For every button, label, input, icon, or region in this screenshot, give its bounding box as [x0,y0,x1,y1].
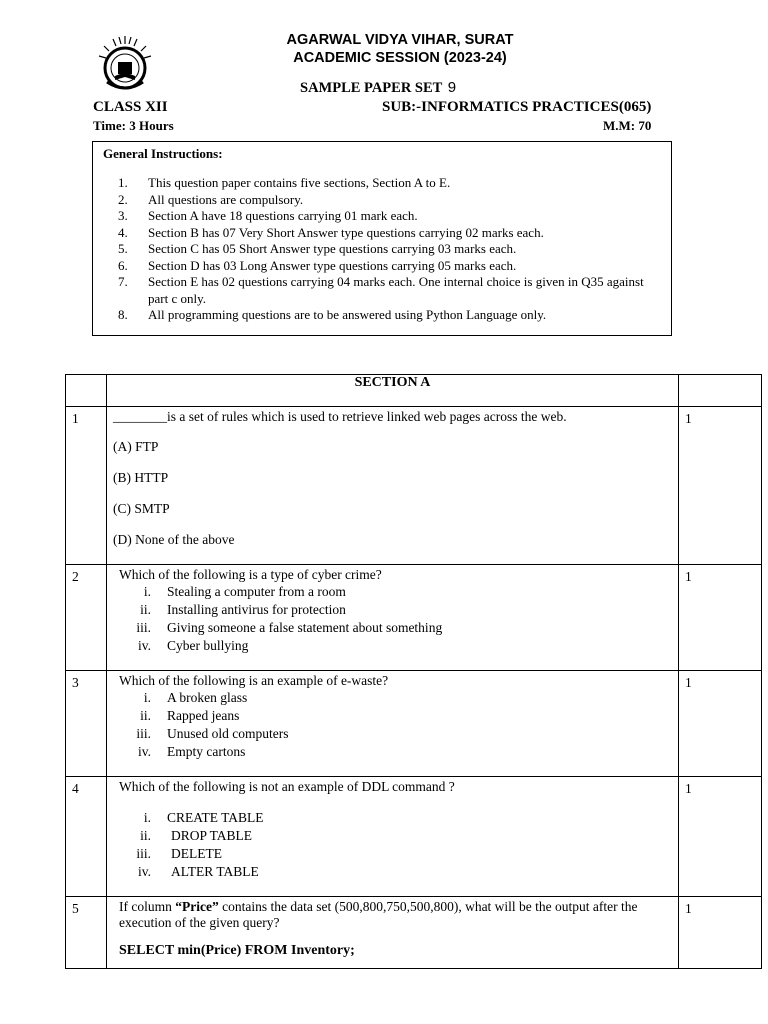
section-title: SECTION A [107,375,679,407]
option-numeral: iv. [138,638,151,653]
instruction-text: Section E has 02 questions carrying 04 marks each. One internal choice is given in Q35 against part c only. [148,274,644,306]
option-text: CREATE TABLE [167,810,264,825]
instruction-number: 1. [118,175,128,190]
question-marks: 1 [679,671,762,777]
option-numeral: iv. [138,864,151,879]
option-text: Cyber bullying [167,638,249,653]
option-text: Installing antivirus for protection [167,602,346,617]
option: (C) SMTP [113,501,170,516]
question-number: 3 [66,671,107,777]
instruction-text: Section C has 05 Short Answer type questions carrying 03 marks each. [148,241,517,256]
option [107,725,678,743]
option-numeral: iii. [136,726,151,741]
question-text: Which of the following is a type of cyber crime? [119,567,382,582]
option [107,637,678,655]
instruction-text: Section D has 03 Long Answer type questions carrying 05 marks each. [148,257,517,273]
instructions-title: General Instructions: [103,146,223,161]
question-row [66,407,762,565]
question-marks: 1 [679,777,762,897]
instruction-text: All questions are compulsory. [148,191,304,207]
option-numeral: iii. [136,846,151,861]
academic-session: ACADEMIC SESSION (2023-24) [293,50,507,66]
option-text: A broken glass [167,690,248,705]
question-number: 4 [66,777,107,897]
instruction-text: Section A have 18 questions carrying 01 mark each. [148,208,418,223]
instruction-text: All programming questions are to be answered using Python Language only. [148,307,547,322]
instruction-number: 6. [118,257,128,273]
question-cell [107,565,679,671]
section-header-row [66,375,762,407]
instruction-number: 3. [118,208,128,223]
question-marks: 1 [679,565,762,671]
option-numeral: ii. [140,708,151,723]
option [107,707,678,725]
option [107,619,678,637]
option-numeral: iii. [136,620,151,635]
time-label: Time: 3 Hours [93,118,174,133]
option [107,743,678,761]
instruction-item [118,192,658,209]
question-cell [107,897,679,969]
instruction-number: 7. [118,274,128,289]
question-table [65,374,762,969]
class-label: CLASS XII [93,99,168,115]
option-text: Stealing a computer from a room [167,584,346,599]
paper-title [300,79,456,97]
question-text [107,897,678,931]
question-number: 5 [66,897,107,969]
set-number: 9 [447,79,457,96]
instructions-list [118,175,658,324]
option [107,863,678,881]
option-list [107,809,678,881]
question-text-suffix: contains the data set (500,800,750,500,800), what will be the output after the execution of the given query? [119,899,638,930]
option-numeral: ii. [140,602,151,617]
option-numeral: iv. [138,744,151,759]
instruction-item [118,208,658,225]
column-name: “Price” [175,899,219,914]
school-name: AGARWAL VIDYA VIHAR, SURAT [286,32,514,48]
instruction-text: Section B has 07 Very Short Answer type questions carrying 02 marks each. [148,224,544,240]
instruction-text: This question paper contains five sections, Section A to E. [148,175,451,190]
option-text: Giving someone a false statement about something [167,620,443,635]
option [107,809,678,827]
blank-cell [66,375,107,407]
max-marks-label: M.M: 70 [603,118,652,133]
option: (D) None of the above [113,532,235,547]
question-marks: 1 [679,897,762,969]
blank-cell [679,375,762,407]
question-text: ________is a set of rules which is used to retrieve linked web pages across the web. [113,409,567,424]
option-numeral: i. [143,584,151,599]
option [107,601,678,619]
question-row [66,777,762,897]
option [107,845,678,863]
instruction-number: 2. [118,191,128,207]
instruction-number: 5. [118,241,128,256]
question-row [66,565,762,671]
option-text: Unused old computers [167,726,289,741]
instruction-item [118,175,658,192]
option-numeral: i. [143,810,151,825]
option [107,689,678,707]
subject-label: SUB:-INFORMATICS PRACTICES(065) [382,99,652,115]
option-text: ALTER TABLE [171,864,259,879]
question-text-prefix: If column [119,899,176,914]
option-text: Empty cartons [167,744,246,759]
option-list [107,583,678,655]
instruction-item [118,274,658,307]
question-cell [107,777,679,897]
option-text: Rapped jeans [167,708,240,723]
option [107,583,678,601]
question-cell [107,671,679,777]
option-text: DROP TABLE [171,828,253,843]
option [107,827,678,845]
question-text: Which of the following is an example of e-waste? [119,673,389,688]
option: (A) FTP [113,439,159,454]
question-marks: 1 [679,407,762,565]
question-row [66,897,762,969]
question-row [66,671,762,777]
question-text: Which of the following is not an example of DDL command ? [119,779,455,794]
question-cell [107,407,679,565]
instruction-number: 4. [118,224,128,240]
instruction-item [118,307,658,324]
sql-query: SELECT min(Price) FROM Inventory; [119,943,355,958]
instruction-item [118,241,658,258]
option-numeral: ii. [140,828,151,843]
instruction-item [118,258,658,275]
paper-title-text: SAMPLE PAPER SET [300,80,443,96]
option: (B) HTTP [113,470,169,485]
option-numeral: i. [143,690,151,705]
option-text: DELETE [171,846,222,861]
instruction-number: 8. [118,307,128,322]
question-number: 1 [66,407,107,565]
option-list [107,689,678,761]
instruction-item [118,225,658,242]
question-number: 2 [66,565,107,671]
school-logo [93,32,157,96]
